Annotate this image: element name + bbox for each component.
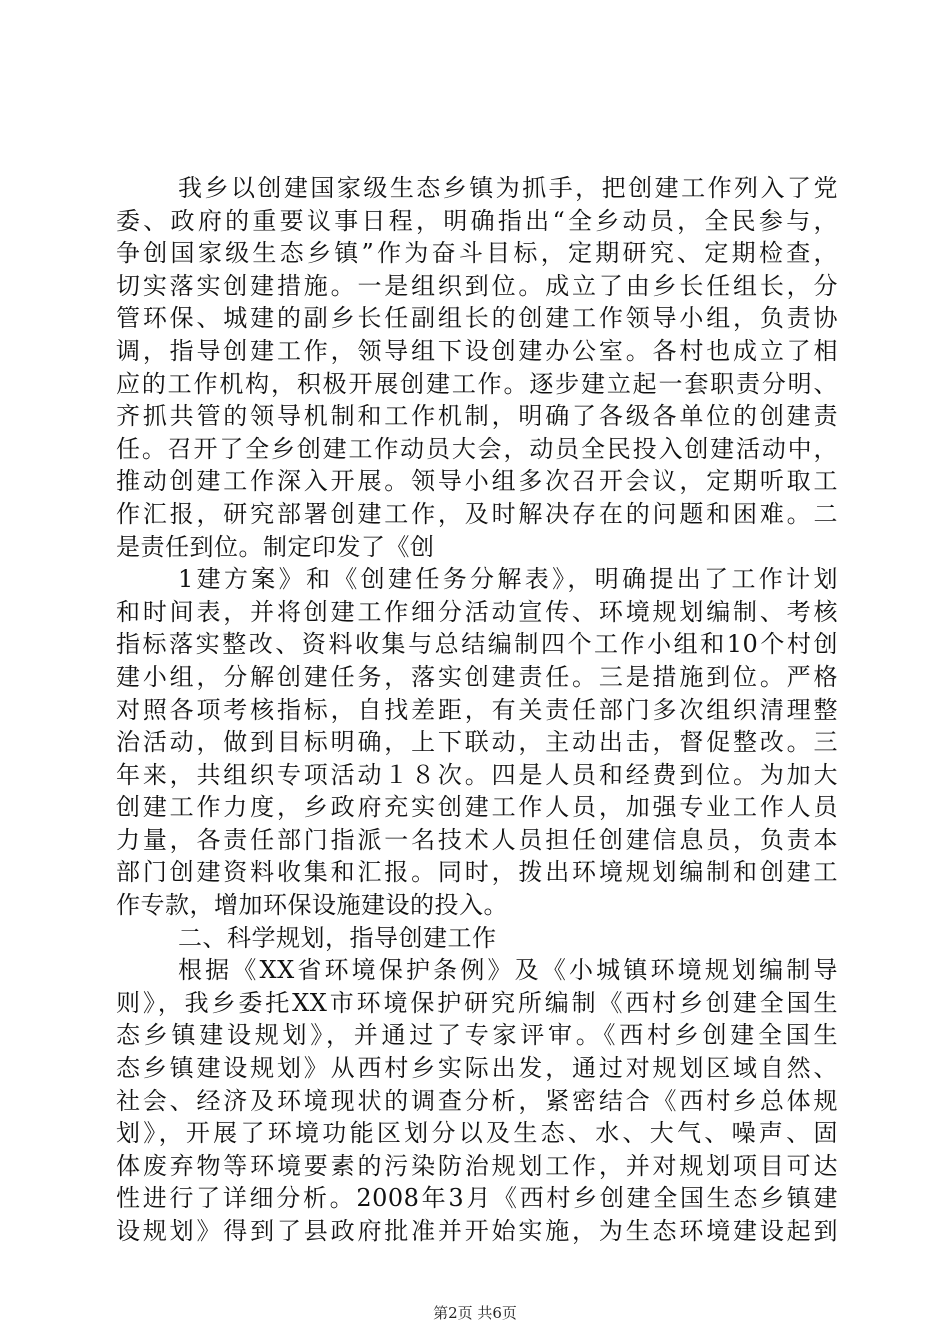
text-line: 1建方案》和《创建任务分解表》，明确提出了工作计划 [178,565,838,594]
text-line: 是责任到位。制定印发了《创 [116,532,435,561]
text-line: 治活动，做到目标明确，上下联动，主动出击，督促整改。三 [116,728,838,757]
text-line: 委、政府的重要议事日程，明确指出“全乡动员，全民参与， [116,206,838,235]
document-body [116,172,838,1248]
text-line: 和时间表，并将创建工作细分活动宣传、环境规划编制、考核 [116,597,838,626]
text-line: 任。召开了全乡创建工作动员大会，动员全民投入创建活动中， [116,434,838,463]
text-line: 指标落实整改、资料收集与总结编制四个工作小组和10个村创 [116,630,838,659]
text-line: 态乡镇建设规划》，并通过了专家评审。《西村乡创建全国生 [116,1021,838,1050]
text-line: 作汇报，研究部署创建工作，及时解决存在的问题和困难。二 [116,499,838,528]
text-line: 调，指导创建工作，领导组下设创建办公室。各村也成立了相 [116,336,838,365]
text-line: 体废弃物等环境要素的污染防治规划工作，并对规划项目可达 [116,1151,838,1180]
text-line: 年来，共组织专项活动１８次。四是人员和经费到位。为加大 [116,760,838,789]
text-line: 应的工作机构，积极开展创建工作。逐步建立起一套职责分明、 [116,369,838,398]
text-line: 管环保、城建的副乡长任副组长的创建工作领导小组，负责协 [116,304,838,333]
text-line: 对照各项考核指标，自找差距，有关责任部门多次组织清理整 [116,695,838,724]
text-line: 则》，我乡委托XX市环境保护研究所编制《西村乡创建全国生 [116,988,838,1017]
page-number-footer: 第2页 共6页 [433,1304,517,1322]
text-line: 力量，各责任部门指派一名技术人员担任创建信息员，负责本 [116,825,838,854]
text-line: 齐抓共管的领导机制和工作机制，明确了各级各单位的创建责 [116,402,838,431]
text-line: 态乡镇建设规划》从西村乡实际出发，通过对规划区域自然、 [116,1054,838,1083]
text-line: 部门创建资料收集和汇报。同时，拨出环境规划编制和创建工 [116,858,838,887]
text-line: 性进行了详细分析。2008年3月《西村乡创建全国生态乡镇建 [116,1184,838,1213]
text-line: 设规划》得到了县政府批准并开始实施，为生态环境建设起到 [116,1217,838,1245]
text-line: 社会、经济及环境现状的调查分析，紧密结合《西村乡总体规 [116,1086,838,1115]
text-line: 争创国家级生态乡镇”作为奋斗目标，定期研究、定期检查， [116,239,838,268]
text-line: 建小组，分解创建任务，落实创建责任。三是措施到位。严格 [116,662,838,691]
text-line: 创建工作力度，乡政府充实创建工作人员，加强专业工作人员 [116,793,838,822]
text-line: 根据《XX省环境保护条例》及《小城镇环境规划编制导 [178,956,838,985]
text-line: 划》，开展了环境功能区划分以及生态、水、大气、噪声、固 [116,1119,838,1148]
text-line: 切实落实创建措施。一是组织到位。成立了由乡长任组长，分 [116,271,838,300]
text-line: 我乡以创建国家级生态乡镇为抓手，把创建工作列入了党 [178,174,838,202]
text-line: 推动创建工作深入开展。领导小组多次召开会议，定期听取工 [116,467,838,496]
text-line: 作专款，增加环保设施建设的投入。 [116,891,508,920]
section-heading: 二、科学规划，指导创建工作 [178,923,497,952]
